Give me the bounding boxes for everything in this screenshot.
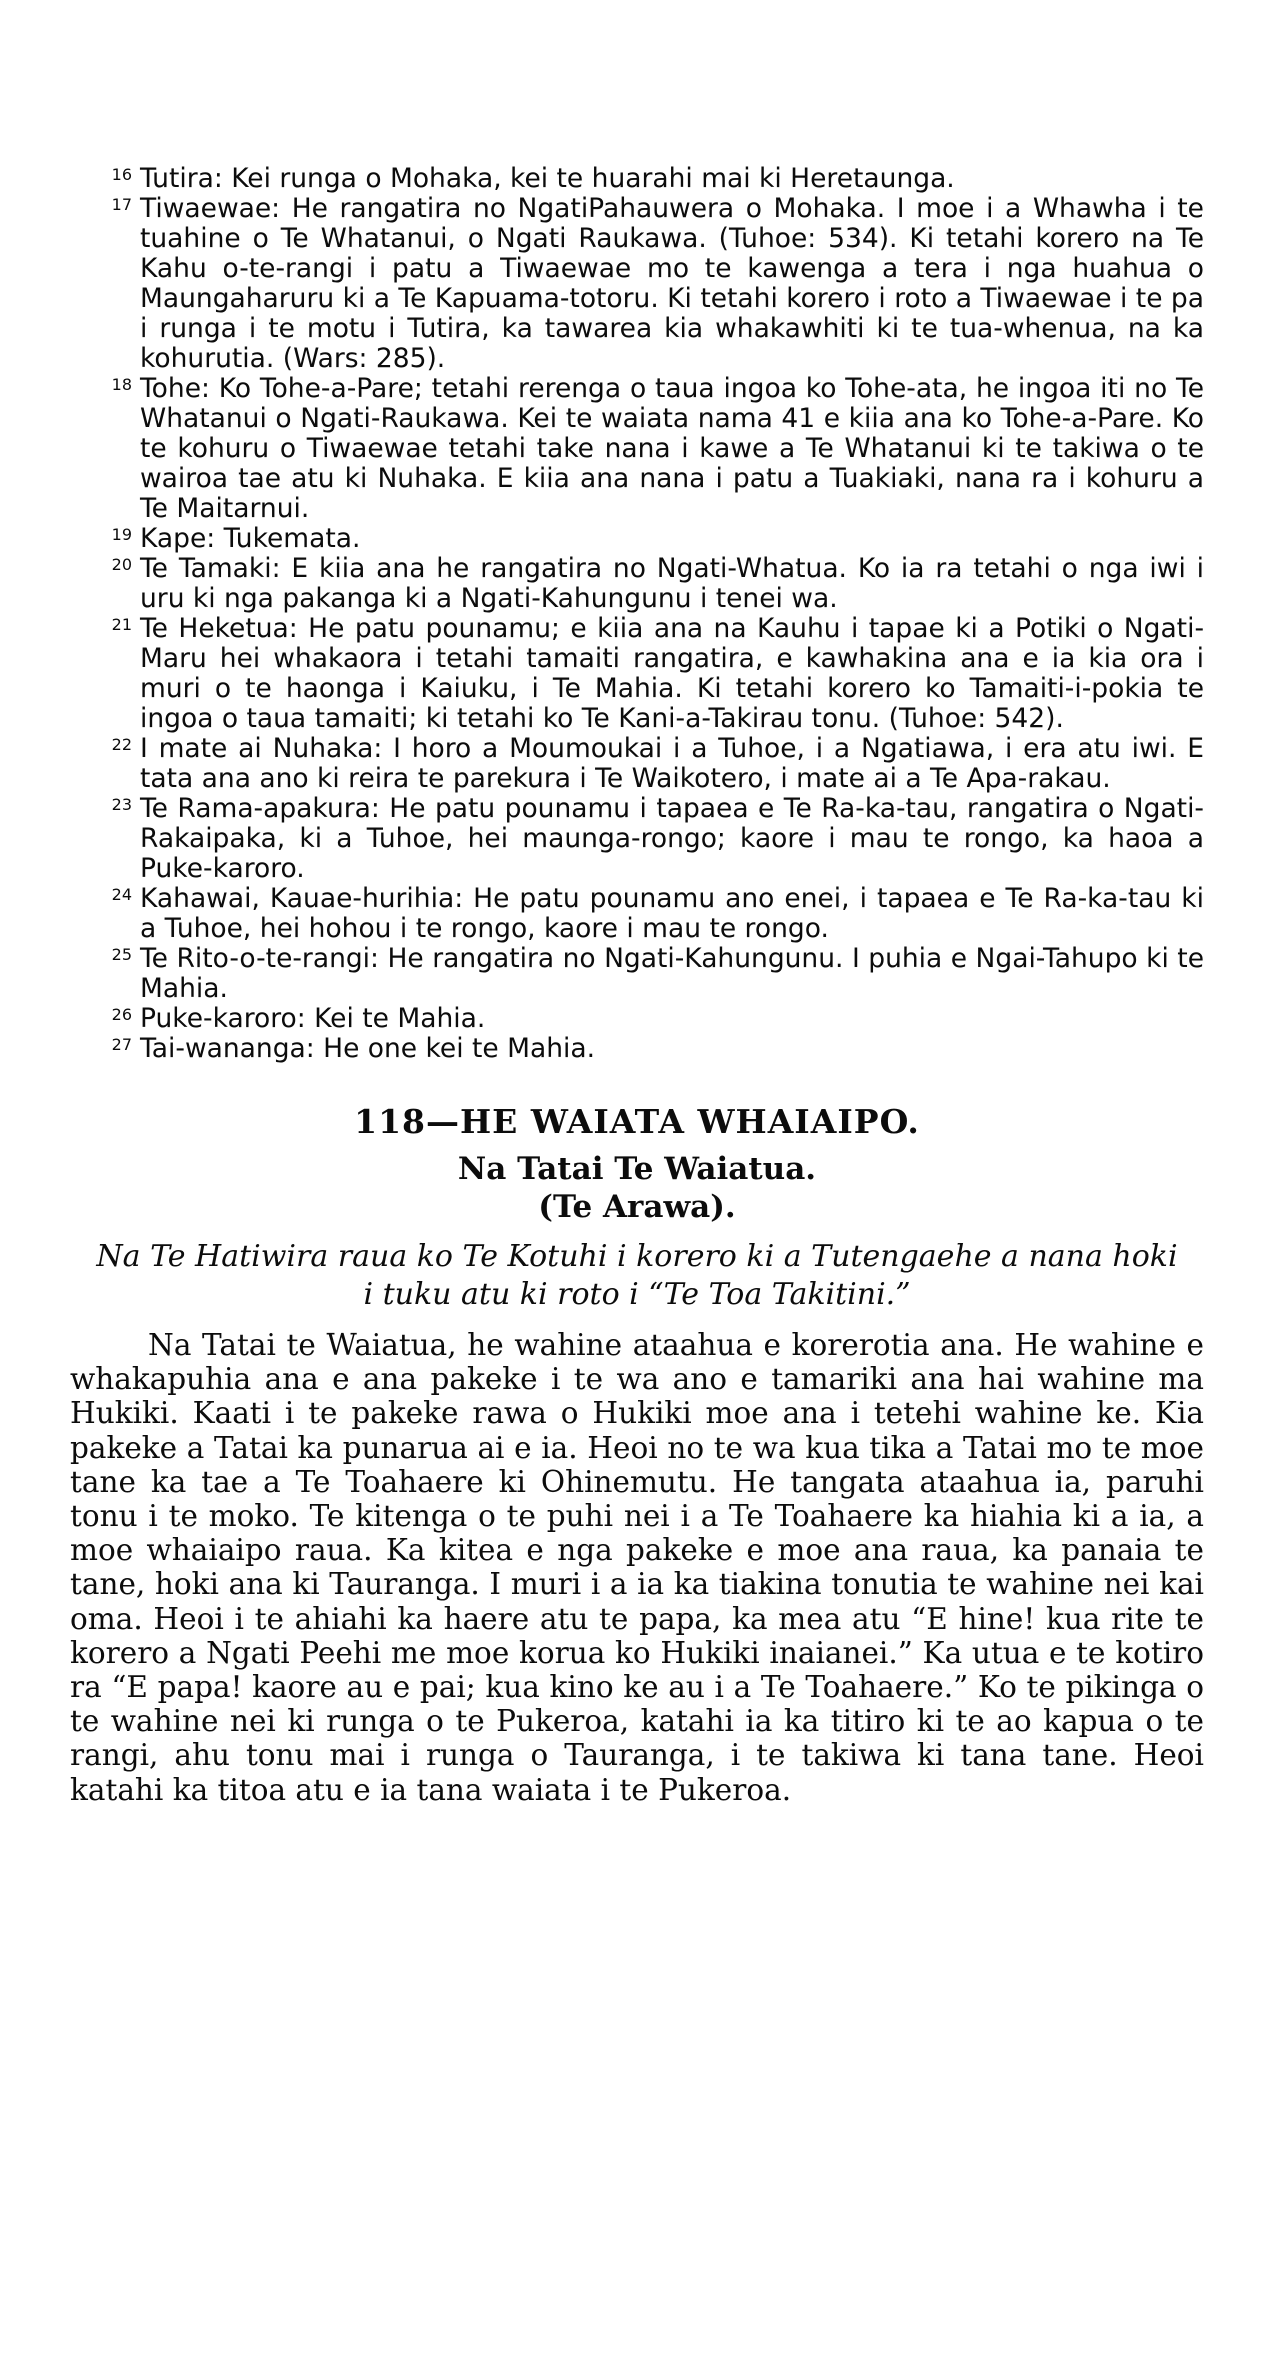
- footnote-term: Puke-karoro: [140, 1003, 297, 1034]
- section-title: 118—HE WAIATA WHAIAIPO.: [354, 1102, 920, 1141]
- footnote: 22 I mate ai Nuhaka: I horo a Moumoukai i a Tuhoe, i a Ngatiawa, i era atu iwi. E tata ana ano ki reira te parekura i Te Waikotero, i mate ai a Te Apa-rakau.: [70, 734, 1204, 794]
- section-intro: Na Te Hatiwira raua ko Te Kotuhi i korero ki a Tutengaehe a nana hoki i tuku atu ki roto i “Te Toa Takitini.”: [96, 1239, 1178, 1312]
- footnote-term: Te Rito-o-te-rangi: [140, 943, 371, 974]
- footnote-text: I horo a Moumoukai i a Tuhoe, i a Ngatiawa, i era atu iwi. E tata ana ano ki reira te parekura i Te Waikotero, i mate ai a Te Apa-rakau.: [140, 733, 1204, 794]
- footnote-text: He rangatira no Ngati-Kahungunu. I puhia e Ngai-Tahupo ki te Mahia.: [140, 943, 1204, 1004]
- footnote-text: E kiia ana he rangatira no Ngati-Whatua. Ko ia ra tetahi o nga iwi i uru ki nga pakanga ki a Ngati-Kahungunu i tenei wa.: [140, 553, 1205, 614]
- footnote-text: Kei runga o Mohaka, kei te huarahi mai ki Heretaunga.: [231, 163, 955, 194]
- footnotes: [70, 164, 1204, 1064]
- section-author: Na Tatai Te Waiatua.: [457, 1151, 817, 1187]
- footnote-term: Tutira: [140, 163, 214, 194]
- footnote: 19 Kape: Tukemata.: [70, 524, 1204, 554]
- footnote: 18 Tohe: Ko Tohe-a-Pare; tetahi rerenga o taua ingoa ko Tohe-ata, he ingoa iti no Te Whatanui o Ngati-Raukawa. Kei te waiata nama 41 e kiia ana ko Tohe-a-Pare. Ko te kohuru o Tiwaewae tetahi take nana i kawe a Te Whatanui ki te takiwa o te wairoa tae atu ki Nuhaka. E kiia ana nana i patu a Tuakiaki, nana ra i kohuru a Te Maitarnui.: [70, 374, 1204, 524]
- footnote-number: 25: [111, 945, 132, 964]
- footnote-text: Ko Tohe-a-Pare; tetahi rerenga o taua ingoa ko Tohe-ata, he ingoa iti no Te Whatanui o Ngati-Raukawa. Kei te waiata nama 41 e kiia ana ko Tohe-a-Pare. Ko te kohuru o Tiwaewae tetahi take nana i kawe a Te Whatanui ki te takiwa o te wairoa tae atu ki Nuhaka. E kiia ana nana i patu a Tuakiaki, nana ra i kohuru a Te Maitarnui.: [140, 373, 1204, 524]
- footnote-text: He patu pounamu ano enei, i tapaea e Te Ra-ka-tau ki a Tuhoe, hei hohou i te rongo, kaore i mau te rongo.: [140, 883, 1204, 944]
- footnote-term: Te Heketua: [140, 613, 289, 644]
- footnote-number: 24: [111, 885, 132, 904]
- footnote-term: Tai-wananga: [140, 1033, 306, 1064]
- section-body: Na Tatai te Waiatua, he wahine ataahua e korerotia ana. He wahine e whakapuhia ana e ana pakeke i te wa ano e tamariki ana hai wahine ma Hukiki. Kaati i te pakeke rawa o Hukiki moe ana i tetehi wahine ke. Kia pakeke a Tatai ka punarua ai e ia. Heoi no te wa kua tika a Tatai mo te moe tane ka tae a Te Toahaere ki Ohinemutu. He tangata ataahua ia, paruhi tonu i te moko. Te kitenga o te puhi nei i a Te Toahaere ka hiahia ki a ia, a moe whaiaipo raua. Ka kitea e nga pakeke e moe ana raua, ka panaia te tane, hoki ana ki Tauranga. I muri i a ia ka tiakina tonutia te wahine nei kai oma. Heoi i te ahiahi ka haere atu te papa, ka mea atu “E hine! kua rite te korero a Ngati Peehi me moe korua ko Hukiki inaianei.” Ka utua e te kotiro ra “E papa! kaore au e pai; kua kino ke au i a Te Toahaere.” Ko te pikinga o te wahine nei ki runga o te Pukeroa, katahi ia ka titiro ki te ao kapua o te rangi, ahu tonu mai i runga o Tauranga, i te takiwa ki tana tane. Heoi katahi ka titoa atu e ia tana waiata i te Pukeroa.: [70, 1328, 1204, 1807]
- page: [70, 164, 1204, 1807]
- footnote-text: Kei te Mahia.: [314, 1003, 486, 1034]
- footnote-number: 21: [111, 615, 132, 634]
- footnote: 23 Te Rama-apakura: He patu pounamu i tapaea e Te Ra-ka-tau, rangatira o Ngati-Rakaipaka, ki a Tuhoe, hei maunga-rongo; kaore i mau te rongo, ka haoa a Puke-karoro.: [70, 794, 1204, 884]
- footnote-number: 27: [111, 1035, 132, 1054]
- footnote-term: Te Tamaki: [140, 553, 272, 584]
- footnote: 24 Kahawai, Kauae-hurihia: He patu pounamu ano enei, i tapaea e Te Ra-ka-tau ki a Tuhoe, hei hohou i te rongo, kaore i mau te rongo.: [70, 884, 1204, 944]
- footnote: 26 Puke-karoro: Kei te Mahia.: [70, 1004, 1204, 1034]
- footnote-text: He one kei te Mahia.: [323, 1033, 596, 1064]
- footnote-number: 19: [111, 525, 132, 544]
- footnote-number: 26: [111, 1005, 132, 1024]
- footnote: 17 Tiwaewae: He rangatira no NgatiPahauwera o Mohaka. I moe i a Whawha i te tuahine o Te Whatanui, o Ngati Raukawa. (Tuhoe: 534). Ki tetahi korero na Te Kahu o-te-rangi i patu a Tiwaewae mo te kawenga a tera i nga huahua o Maungaharuru ki a Te Kapuama-totoru. Ki tetahi korero i roto a Tiwaewae i te pa i runga i te motu i Tutira, ka tawarea kia whakawhiti ki te tua-whenua, na ka kohurutia. (Wars: 285).: [70, 194, 1204, 374]
- footnote-number: 17: [111, 195, 132, 214]
- footnote-text: He patu pounamu; e kiia ana na Kauhu i tapae ki a Potiki o Ngati-Maru hei whakaora i tetahi tamaiti rangatira, e kawhakina ana e ia kia ora i muri o te haonga i Kaiuku, i Te Mahia. Ki tetahi korero ko Tamaiti-i-pokia te ingoa o taua tamaiti; ki tetahi ko Te Kani-a-Takirau tonu. (Tuhoe: 542).: [140, 613, 1205, 734]
- footnote-term: Tohe: [140, 373, 201, 404]
- footnote-number: 18: [111, 375, 132, 394]
- footnote-number: 20: [111, 555, 132, 574]
- footnote: 16 Tutira: Kei runga o Mohaka, kei te huarahi mai ki Heretaunga.: [70, 164, 1204, 194]
- footnote-term: Tiwaewae: [140, 193, 272, 224]
- footnote-term: Te Rama-apakura: [140, 793, 371, 824]
- footnote-text: He patu pounamu i tapaea e Te Ra-ka-tau, rangatira o Ngati-Rakaipaka, ki a Tuhoe, hei maunga-rongo; kaore i mau te rongo, ka haoa a Puke-karoro.: [140, 793, 1204, 884]
- footnote: 25 Te Rito-o-te-rangi: He rangatira no Ngati-Kahungunu. I puhia e Ngai-Tahupo ki te Mahia.: [70, 944, 1204, 1004]
- footnote-number: 23: [111, 795, 132, 814]
- footnote-text: He rangatira no NgatiPahauwera o Mohaka. I moe i a Whawha i te tuahine o Te Whatanui, o Ngati Raukawa. (Tuhoe: 534). Ki tetahi korero na Te Kahu o-te-rangi i patu a Tiwaewae mo te kawenga a tera i nga huahua o Maungaharuru ki a Te Kapuama-totoru. Ki tetahi korero i roto a Tiwaewae i te pa i runga i te motu i Tutira, ka tawarea kia whakawhiti ki te tua-whenua, na ka kohurutia. (Wars: 285).: [140, 193, 1204, 374]
- footnote-number: 16: [111, 165, 132, 184]
- footnote: 21 Te Heketua: He patu pounamu; e kiia ana na Kauhu i tapae ki a Potiki o Ngati-Maru hei whakaora i tetahi tamaiti rangatira, e kawhakina ana e ia kia ora i muri o te haonga i Kaiuku, i Te Mahia. Ki tetahi korero ko Tamaiti-i-pokia te ingoa o taua tamaiti; ki tetahi ko Te Kani-a-Takirau tonu. (Tuhoe: 542).: [70, 614, 1204, 734]
- footnote-term: Kahawai, Kauae-hurihia: [140, 883, 455, 914]
- footnote: 27 Tai-wananga: He one kei te Mahia.: [70, 1034, 1204, 1064]
- footnote-text: Tukemata.: [223, 523, 361, 554]
- section-tribe: (Te Arawa).: [538, 1189, 736, 1225]
- footnote-term: Kape: [140, 523, 207, 554]
- footnote-number: 22: [111, 735, 132, 754]
- footnote: 20 Te Tamaki: E kiia ana he rangatira no Ngati-Whatua. Ko ia ra tetahi o nga iwi i uru ki nga pakanga ki a Ngati-Kahungunu i tenei wa.: [70, 554, 1204, 614]
- footnote-term: I mate ai Nuhaka: [140, 733, 374, 764]
